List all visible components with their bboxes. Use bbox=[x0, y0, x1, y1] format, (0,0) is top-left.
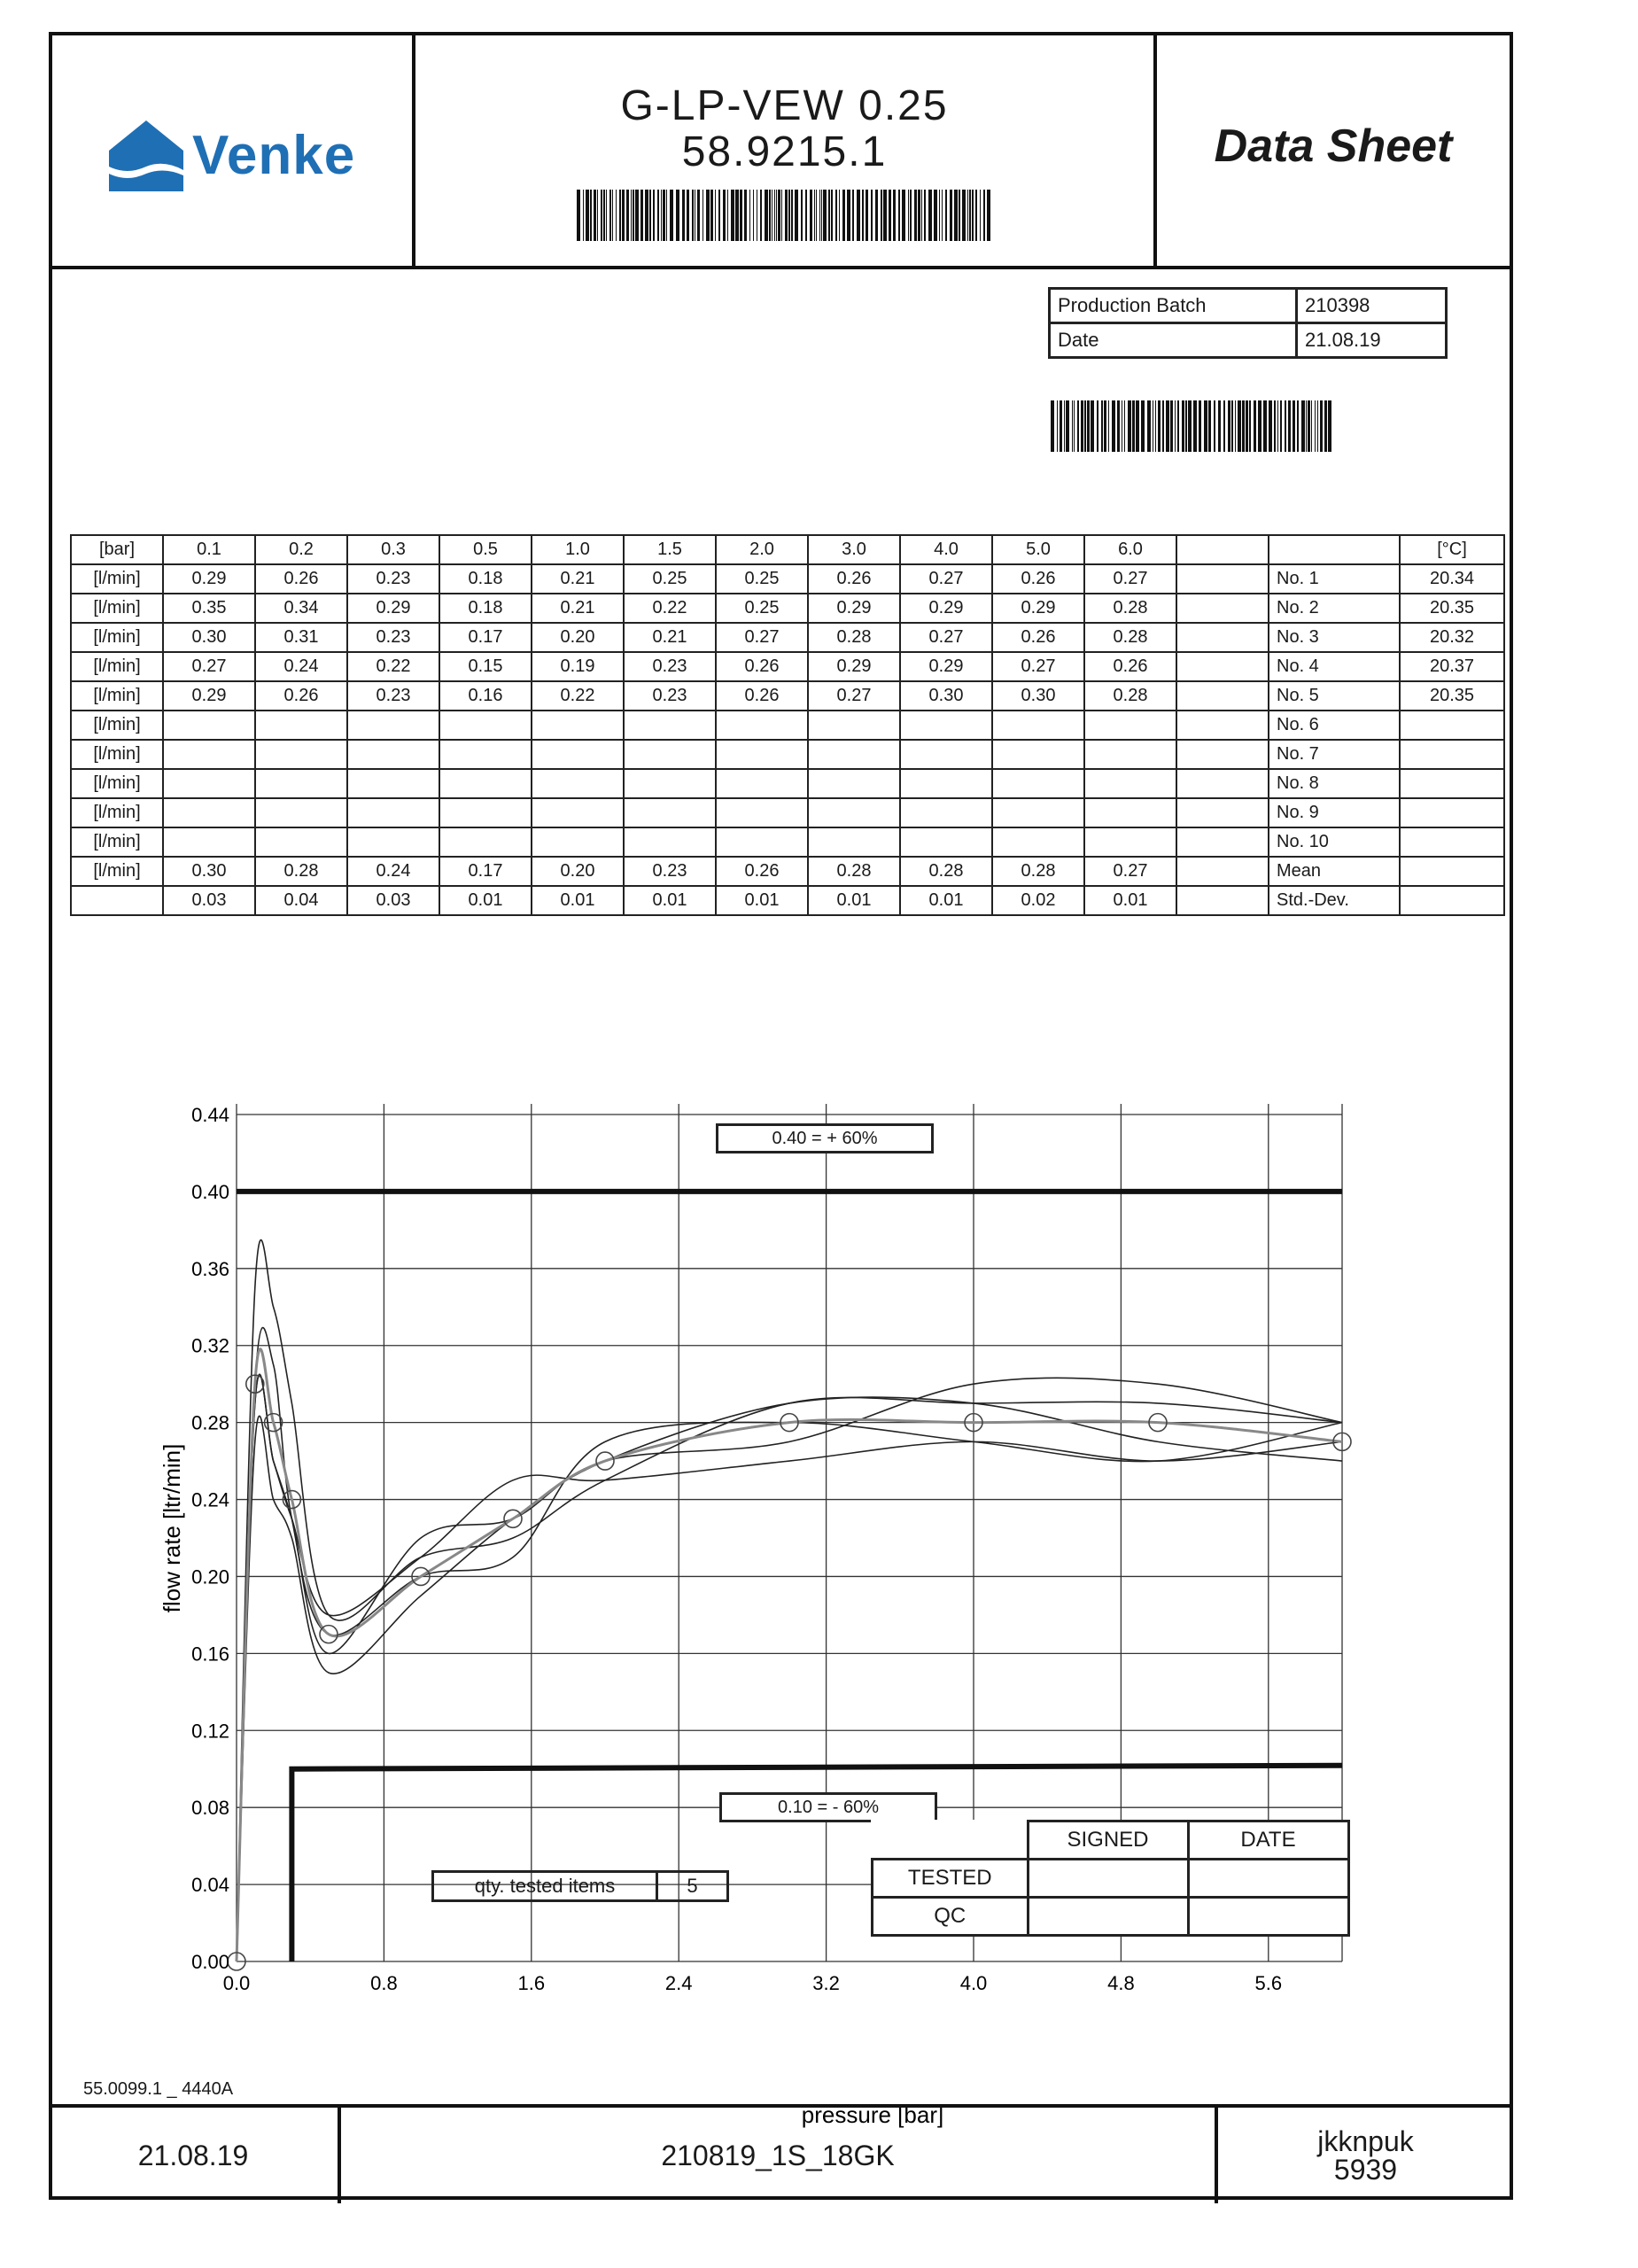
measurement-table bbox=[70, 534, 1505, 916]
y-tick-label: 0.20 bbox=[191, 1565, 229, 1588]
flow-value-cell: 0.29 bbox=[900, 594, 992, 623]
flow-value-cell: 0.26 bbox=[716, 652, 808, 681]
flow-value-cell: 0.28 bbox=[900, 857, 992, 886]
flow-value-cell: 0.01 bbox=[439, 886, 532, 915]
flow-value-cell bbox=[716, 827, 808, 857]
table-row bbox=[71, 857, 1504, 886]
flow-value-cell bbox=[1084, 827, 1176, 857]
flow-value-cell bbox=[347, 769, 439, 798]
blank-cell bbox=[1176, 769, 1269, 798]
flow-unit-cell: [l/min] bbox=[71, 652, 163, 681]
flow-value-cell bbox=[439, 711, 532, 740]
venke-house-icon bbox=[105, 115, 187, 195]
pressure-header: 0.2 bbox=[255, 535, 347, 564]
table-row bbox=[71, 740, 1504, 769]
flow-value-cell: 0.26 bbox=[992, 564, 1084, 594]
flow-value-cell bbox=[716, 769, 808, 798]
row-label: Mean bbox=[1269, 857, 1400, 886]
flow-value-cell: 0.25 bbox=[624, 564, 716, 594]
pressure-header: 6.0 bbox=[1084, 535, 1176, 564]
x-tick-label: 5.6 bbox=[1254, 1972, 1283, 1994]
flow-value-cell bbox=[163, 827, 255, 857]
row-label: No. 10 bbox=[1269, 827, 1400, 857]
table-row bbox=[71, 681, 1504, 711]
data-sheet bbox=[49, 32, 1513, 2200]
pressure-unit-cell: [bar] bbox=[71, 535, 163, 564]
flow-value-cell: 0.01 bbox=[716, 886, 808, 915]
flow-value-cell bbox=[532, 740, 624, 769]
flow-value-cell bbox=[347, 798, 439, 827]
blank-cell bbox=[1176, 711, 1269, 740]
flow-value-cell: 0.26 bbox=[716, 681, 808, 711]
flow-value-cell: 0.17 bbox=[439, 857, 532, 886]
flow-value-cell: 0.03 bbox=[347, 886, 439, 915]
flow-value-cell: 0.01 bbox=[808, 886, 900, 915]
flow-value-cell: 0.28 bbox=[1084, 594, 1176, 623]
qc-date-field[interactable] bbox=[1188, 1898, 1348, 1936]
footer-date: 21.08.19 bbox=[49, 2108, 341, 2203]
table-row bbox=[71, 623, 1504, 652]
blank-cell bbox=[1176, 535, 1269, 564]
flow-value-cell: 0.23 bbox=[347, 623, 439, 652]
logo-cell bbox=[52, 35, 415, 269]
flow-value-cell bbox=[163, 740, 255, 769]
flow-value-cell: 0.29 bbox=[900, 652, 992, 681]
date-header: DATE bbox=[1188, 1821, 1348, 1860]
footer-test-id: 210819_1S_18GK bbox=[341, 2108, 1218, 2203]
flow-unit-cell: [l/min] bbox=[71, 681, 163, 711]
tested-signed-field[interactable] bbox=[1028, 1860, 1188, 1898]
row-label: No. 2 bbox=[1269, 594, 1400, 623]
pressure-header: 4.0 bbox=[900, 535, 992, 564]
flow-value-cell: 0.22 bbox=[624, 594, 716, 623]
flow-unit-cell: [l/min] bbox=[71, 564, 163, 594]
flow-value-cell: 0.27 bbox=[808, 681, 900, 711]
flow-value-cell bbox=[1084, 711, 1176, 740]
row-label: No. 5 bbox=[1269, 681, 1400, 711]
batch-info-table bbox=[1048, 287, 1448, 359]
flow-unit-cell: [l/min] bbox=[71, 769, 163, 798]
flow-value-cell bbox=[808, 769, 900, 798]
flow-value-cell: 0.21 bbox=[532, 594, 624, 623]
flow-value-cell: 0.22 bbox=[347, 652, 439, 681]
flow-value-cell: 0.25 bbox=[716, 564, 808, 594]
flow-value-cell: 0.24 bbox=[347, 857, 439, 886]
qty-tested-box bbox=[431, 1870, 729, 1902]
temperature-cell bbox=[1400, 798, 1504, 827]
table-row bbox=[71, 594, 1504, 623]
flow-value-cell bbox=[900, 740, 992, 769]
y-tick-label: 0.12 bbox=[191, 1720, 229, 1743]
blank-cell bbox=[1176, 564, 1269, 594]
table-row bbox=[71, 769, 1504, 798]
flow-unit-cell: [l/min] bbox=[71, 798, 163, 827]
flow-value-cell: 0.29 bbox=[808, 594, 900, 623]
signoff-table bbox=[871, 1820, 1350, 1937]
temperature-cell bbox=[1400, 711, 1504, 740]
flow-value-cell bbox=[439, 769, 532, 798]
venke-logo bbox=[105, 115, 355, 195]
flow-value-cell: 0.23 bbox=[624, 857, 716, 886]
x-tick-label: 3.2 bbox=[812, 1972, 840, 1994]
flow-value-cell bbox=[532, 769, 624, 798]
y-tick-label: 0.00 bbox=[191, 1951, 229, 1973]
flow-value-cell bbox=[624, 769, 716, 798]
qty-tested-value: 5 bbox=[658, 1870, 729, 1902]
blank-cell bbox=[1176, 681, 1269, 711]
footer-operator bbox=[1218, 2108, 1513, 2203]
y-tick-label: 0.36 bbox=[191, 1257, 229, 1280]
flow-value-cell: 0.27 bbox=[163, 652, 255, 681]
flow-value-cell: 0.26 bbox=[716, 857, 808, 886]
flow-value-cell: 0.28 bbox=[1084, 623, 1176, 652]
row-label: No. 6 bbox=[1269, 711, 1400, 740]
blank-cell bbox=[1176, 827, 1269, 857]
flow-value-cell bbox=[255, 740, 347, 769]
flow-unit-cell: [l/min] bbox=[71, 827, 163, 857]
flow-value-cell: 0.27 bbox=[992, 652, 1084, 681]
signed-header: SIGNED bbox=[1028, 1821, 1188, 1860]
flow-value-cell bbox=[624, 740, 716, 769]
y-tick-label: 0.08 bbox=[191, 1797, 229, 1820]
flow-value-cell bbox=[900, 769, 992, 798]
date-label: Date bbox=[1050, 323, 1297, 358]
flow-value-cell: 0.29 bbox=[163, 564, 255, 594]
tested-row-label: TESTED bbox=[873, 1860, 1029, 1898]
flow-value-cell bbox=[255, 769, 347, 798]
pressure-header: 0.3 bbox=[347, 535, 439, 564]
y-axis-label: flow rate [ltr/min] bbox=[159, 1443, 185, 1613]
flow-value-cell bbox=[900, 798, 992, 827]
blank-cell bbox=[1269, 535, 1400, 564]
flow-value-cell bbox=[624, 827, 716, 857]
row-label: Std.-Dev. bbox=[1269, 886, 1400, 915]
lower-limit-label: 0.10 = - 60% bbox=[719, 1792, 937, 1822]
pressure-header: 2.0 bbox=[716, 535, 808, 564]
flow-unit-cell: [l/min] bbox=[71, 857, 163, 886]
flow-unit-cell: [l/min] bbox=[71, 740, 163, 769]
flow-value-cell bbox=[992, 711, 1084, 740]
date-value: 21.08.19 bbox=[1297, 323, 1447, 358]
flow-value-cell bbox=[255, 827, 347, 857]
flow-value-cell bbox=[624, 798, 716, 827]
blank-cell bbox=[1176, 857, 1269, 886]
qty-tested-label: qty. tested items bbox=[431, 1870, 658, 1902]
flow-value-cell: 0.29 bbox=[808, 652, 900, 681]
flow-value-cell: 0.23 bbox=[347, 681, 439, 711]
flow-value-cell: 0.34 bbox=[255, 594, 347, 623]
flow-value-cell bbox=[163, 711, 255, 740]
flow-value-cell: 0.02 bbox=[992, 886, 1084, 915]
flow-value-cell: 0.26 bbox=[808, 564, 900, 594]
flow-value-cell: 0.28 bbox=[1084, 681, 1176, 711]
pressure-header: 0.5 bbox=[439, 535, 532, 564]
row-label: No. 8 bbox=[1269, 769, 1400, 798]
flow-value-cell bbox=[716, 711, 808, 740]
flow-value-cell: 0.18 bbox=[439, 594, 532, 623]
qc-row-label: QC bbox=[873, 1898, 1029, 1936]
flow-value-cell bbox=[808, 798, 900, 827]
flow-value-cell bbox=[347, 711, 439, 740]
flow-value-cell: 0.18 bbox=[439, 564, 532, 594]
blank-cell bbox=[1176, 740, 1269, 769]
flow-unit-cell: [l/min] bbox=[71, 623, 163, 652]
blank-cell bbox=[1176, 594, 1269, 623]
flow-value-cell bbox=[716, 798, 808, 827]
flow-value-cell: 0.28 bbox=[808, 857, 900, 886]
flow-value-cell: 0.15 bbox=[439, 652, 532, 681]
x-axis-label: pressure [bar] bbox=[801, 2101, 944, 2128]
batch-barcode bbox=[1051, 400, 1334, 452]
y-tick-label: 0.32 bbox=[191, 1334, 229, 1357]
flow-value-cell: 0.17 bbox=[439, 623, 532, 652]
y-tick-label: 0.24 bbox=[191, 1488, 229, 1511]
product-id-cell bbox=[415, 35, 1157, 269]
article-number: 58.9215.1 bbox=[681, 128, 888, 175]
y-tick-label: 0.16 bbox=[191, 1643, 229, 1666]
y-tick-label: 0.44 bbox=[191, 1104, 229, 1126]
flow-value-cell: 0.26 bbox=[255, 564, 347, 594]
footer bbox=[49, 2104, 1513, 2203]
temperature-cell bbox=[1400, 857, 1504, 886]
flow-value-cell bbox=[900, 827, 992, 857]
flow-value-cell: 0.30 bbox=[163, 857, 255, 886]
flow-value-cell bbox=[255, 711, 347, 740]
production-batch-label: Production Batch bbox=[1050, 289, 1297, 323]
table-row bbox=[71, 652, 1504, 681]
flow-value-cell: 0.03 bbox=[163, 886, 255, 915]
flow-value-cell: 0.20 bbox=[532, 623, 624, 652]
flow-value-cell bbox=[992, 769, 1084, 798]
flow-value-cell: 0.26 bbox=[992, 623, 1084, 652]
tested-date-field[interactable] bbox=[1188, 1860, 1348, 1898]
flow-value-cell: 0.26 bbox=[1084, 652, 1176, 681]
flow-value-cell: 0.01 bbox=[1084, 886, 1176, 915]
flow-value-cell: 0.27 bbox=[900, 564, 992, 594]
pressure-header: 0.1 bbox=[163, 535, 255, 564]
temperature-cell bbox=[1400, 827, 1504, 857]
logo-text: Venke bbox=[192, 124, 356, 186]
flow-value-cell: 0.30 bbox=[900, 681, 992, 711]
temperature-cell bbox=[1400, 886, 1504, 915]
flow-value-cell bbox=[163, 769, 255, 798]
flow-value-cell bbox=[716, 740, 808, 769]
blank-cell bbox=[1176, 623, 1269, 652]
temperature-cell: 20.35 bbox=[1400, 594, 1504, 623]
upper-limit-label: 0.40 = + 60% bbox=[716, 1123, 934, 1153]
flow-value-cell bbox=[439, 740, 532, 769]
flow-value-cell: 0.21 bbox=[532, 564, 624, 594]
flow-value-cell bbox=[808, 711, 900, 740]
flow-value-cell bbox=[624, 711, 716, 740]
flow-value-cell: 0.25 bbox=[716, 594, 808, 623]
flow-value-cell: 0.01 bbox=[900, 886, 992, 915]
pressure-header: 1.5 bbox=[624, 535, 716, 564]
flow-value-cell bbox=[1084, 740, 1176, 769]
x-tick-label: 2.4 bbox=[664, 1972, 693, 1994]
flow-value-cell bbox=[1084, 798, 1176, 827]
flow-value-cell: 0.21 bbox=[624, 623, 716, 652]
product-code: G-LP-VEW 0.25 bbox=[620, 82, 949, 129]
flow-value-cell bbox=[532, 827, 624, 857]
temperature-cell bbox=[1400, 769, 1504, 798]
flow-value-cell: 0.29 bbox=[992, 594, 1084, 623]
flow-value-cell: 0.01 bbox=[624, 886, 716, 915]
flow-value-cell bbox=[1084, 769, 1176, 798]
flow-value-cell: 0.30 bbox=[992, 681, 1084, 711]
production-batch-value: 210398 bbox=[1297, 289, 1447, 323]
form-code: 55.0099.1 _ 4440A bbox=[83, 2079, 234, 2099]
flow-value-cell: 0.04 bbox=[255, 886, 347, 915]
blank-cell bbox=[1176, 798, 1269, 827]
flow-value-cell: 0.26 bbox=[255, 681, 347, 711]
flow-value-cell bbox=[347, 827, 439, 857]
flow-value-cell: 0.29 bbox=[347, 594, 439, 623]
qc-signed-field[interactable] bbox=[1028, 1898, 1188, 1936]
row-label: No. 3 bbox=[1269, 623, 1400, 652]
flow-value-cell: 0.28 bbox=[255, 857, 347, 886]
product-barcode bbox=[577, 190, 993, 241]
row-label: No. 1 bbox=[1269, 564, 1400, 594]
temp-unit-cell: [°C] bbox=[1400, 535, 1504, 564]
flow-value-cell: 0.23 bbox=[624, 681, 716, 711]
flow-value-cell bbox=[532, 711, 624, 740]
table-row bbox=[71, 711, 1504, 740]
row-label: No. 7 bbox=[1269, 740, 1400, 769]
temperature-cell: 20.34 bbox=[1400, 564, 1504, 594]
pressure-header: 1.0 bbox=[532, 535, 624, 564]
flow-value-cell: 0.27 bbox=[1084, 564, 1176, 594]
flow-unit-cell: [l/min] bbox=[71, 594, 163, 623]
flow-unit-cell bbox=[71, 886, 163, 915]
temperature-cell bbox=[1400, 740, 1504, 769]
pressure-header: 3.0 bbox=[808, 535, 900, 564]
flow-unit-cell: [l/min] bbox=[71, 711, 163, 740]
blank-cell bbox=[1176, 886, 1269, 915]
flow-value-cell: 0.19 bbox=[532, 652, 624, 681]
doc-title-cell bbox=[1157, 35, 1510, 269]
x-tick-label: 4.0 bbox=[959, 1972, 988, 1994]
flow-value-cell: 0.24 bbox=[255, 652, 347, 681]
flow-value-cell: 0.28 bbox=[992, 857, 1084, 886]
operator-id: 5939 bbox=[1333, 2154, 1398, 2186]
flow-value-cell bbox=[900, 711, 992, 740]
flow-value-cell bbox=[992, 798, 1084, 827]
x-tick-label: 4.8 bbox=[1107, 1972, 1135, 1994]
y-tick-label: 0.28 bbox=[191, 1411, 229, 1434]
flow-value-cell: 0.23 bbox=[624, 652, 716, 681]
blank-cell bbox=[1176, 652, 1269, 681]
x-tick-label: 0.0 bbox=[222, 1972, 251, 1994]
flow-value-cell bbox=[532, 798, 624, 827]
flow-value-cell: 0.16 bbox=[439, 681, 532, 711]
y-tick-label: 0.04 bbox=[191, 1874, 229, 1897]
x-tick-label: 0.8 bbox=[370, 1972, 398, 1994]
flow-value-cell bbox=[255, 798, 347, 827]
row-label: No. 4 bbox=[1269, 652, 1400, 681]
row-label: No. 9 bbox=[1269, 798, 1400, 827]
flow-value-cell: 0.28 bbox=[808, 623, 900, 652]
doc-title: Data Sheet bbox=[1214, 120, 1453, 172]
x-tick-label: 1.6 bbox=[517, 1972, 546, 1994]
flow-value-cell: 0.27 bbox=[1084, 857, 1176, 886]
pressure-header: 5.0 bbox=[992, 535, 1084, 564]
flow-value-cell bbox=[439, 827, 532, 857]
table-row bbox=[71, 827, 1504, 857]
flow-value-cell: 0.27 bbox=[900, 623, 992, 652]
flow-value-cell: 0.27 bbox=[716, 623, 808, 652]
flow-value-cell: 0.29 bbox=[163, 681, 255, 711]
flow-value-cell bbox=[439, 798, 532, 827]
flow-value-cell: 0.20 bbox=[532, 857, 624, 886]
flow-value-cell bbox=[992, 740, 1084, 769]
table-row bbox=[71, 886, 1504, 915]
flow-value-cell bbox=[808, 740, 900, 769]
table-row bbox=[71, 798, 1504, 827]
operator-name: jkknpuk bbox=[1317, 2125, 1414, 2157]
table-row bbox=[71, 564, 1504, 594]
y-tick-label: 0.40 bbox=[191, 1180, 229, 1203]
flow-value-cell bbox=[808, 827, 900, 857]
flow-value-cell: 0.35 bbox=[163, 594, 255, 623]
flow-value-cell bbox=[347, 740, 439, 769]
table-header-row bbox=[71, 535, 1504, 564]
flow-value-cell: 0.22 bbox=[532, 681, 624, 711]
flow-value-cell: 0.23 bbox=[347, 564, 439, 594]
temperature-cell: 20.32 bbox=[1400, 623, 1504, 652]
temperature-cell: 20.37 bbox=[1400, 652, 1504, 681]
temperature-cell: 20.35 bbox=[1400, 681, 1504, 711]
flow-value-cell bbox=[163, 798, 255, 827]
flow-value-cell: 0.01 bbox=[532, 886, 624, 915]
flow-value-cell bbox=[992, 827, 1084, 857]
flow-value-cell: 0.31 bbox=[255, 623, 347, 652]
flow-value-cell: 0.30 bbox=[163, 623, 255, 652]
